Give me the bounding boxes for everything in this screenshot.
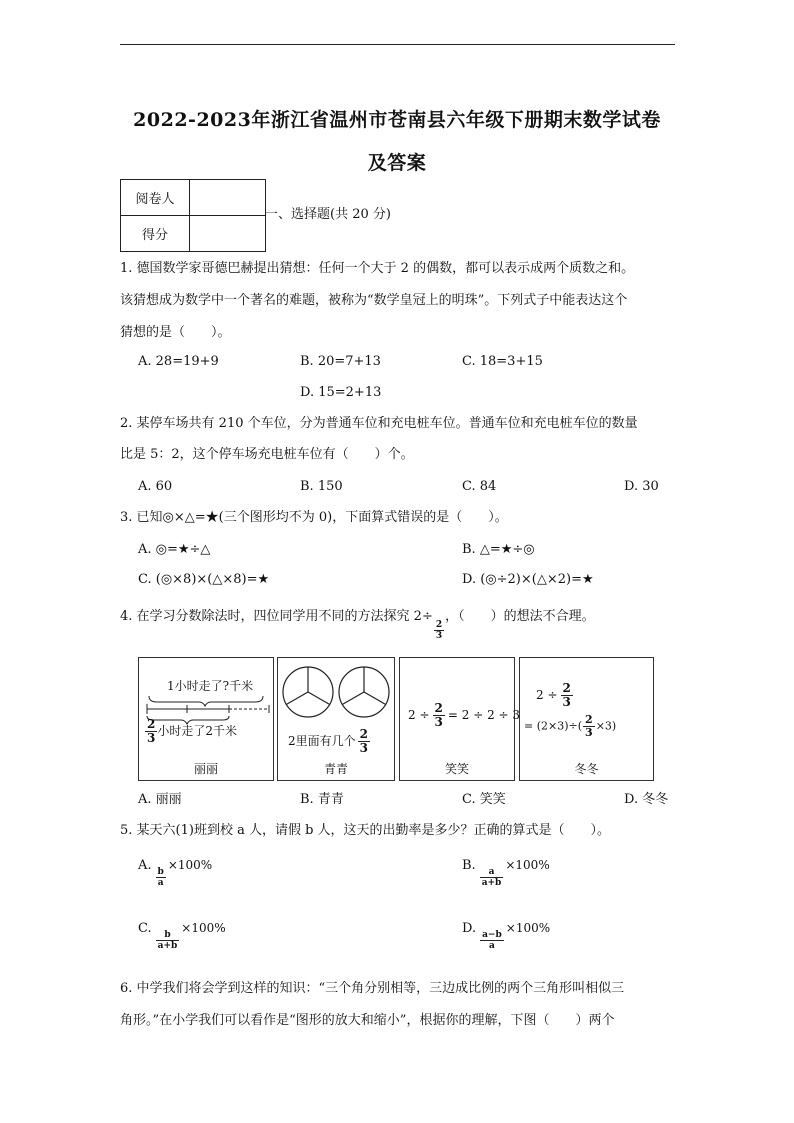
q5-c-label: C. xyxy=(138,921,152,936)
q1-option-c: C. 18=3+15 xyxy=(462,354,543,369)
reviewer-value xyxy=(190,180,266,216)
q4-option-a: A. 丽丽 xyxy=(138,792,182,807)
q5-d-label: D. xyxy=(462,921,477,936)
p2-question xyxy=(288,728,370,755)
reviewer-label: 阅卷人 xyxy=(121,180,190,216)
p2-fraction xyxy=(358,728,370,755)
q5-d-num: a−b xyxy=(482,930,502,940)
q2-option-b: B. 150 xyxy=(300,479,343,494)
q3-line1: 3. 已知◎×△=★(三个图形均不为 0)，下面算式错误的是（ ）。 xyxy=(120,510,508,525)
p3-fraction xyxy=(433,702,445,729)
p4-line2-end: ×3) xyxy=(595,719,617,733)
p2-frac-den: 3 xyxy=(359,741,368,755)
q5-c-fraction xyxy=(156,930,180,951)
q5-line1: 5. 某天六(1)班到校 a 人，请假 b 人，这天的出勤率是多少？正确的算式是（ ）。 xyxy=(120,823,611,838)
q4-line xyxy=(120,606,595,641)
q5-c-num: b xyxy=(156,930,180,941)
q4-text-before: 4. 在学习分数除法时，四位同学用不同的方法探究 2÷ xyxy=(120,609,433,624)
q4-panel-xiaoxiao xyxy=(399,657,521,781)
p2-label: 2里面有几个 xyxy=(288,734,356,748)
q4-text-after: ，（ ）的想法不合理。 xyxy=(445,609,595,624)
score-value xyxy=(190,216,266,252)
q6-line2: 角形。”在小学我们可以看作是“图形的放大和缩小”，根据你的理解，下图（ ）两个 xyxy=(120,1013,615,1028)
p4-line2-start: = (2×3)÷( xyxy=(524,719,583,733)
p3-frac-den: 3 xyxy=(434,715,443,729)
q1-option-b: B. 20=7+13 xyxy=(300,354,381,369)
q5-d-fraction xyxy=(480,930,504,951)
q4-panel-qingqing xyxy=(277,657,395,781)
q3-option-d: D. (◎÷2)×(△×2)=★ xyxy=(462,572,594,587)
p1-fraction xyxy=(145,718,157,745)
q4-frac-num: 2 xyxy=(435,620,443,630)
q5-option-b xyxy=(462,855,550,888)
q1-line3: 猜想的是（ ）。 xyxy=(120,325,231,340)
q4-panel-dongdong xyxy=(519,657,654,781)
p4-frac2-den: 3 xyxy=(585,726,593,739)
q1-option-a: A. 28=19+9 xyxy=(138,354,219,369)
q5-a-label: A. xyxy=(138,858,152,873)
q3-option-b: B. △=★÷◎ xyxy=(462,542,535,557)
p4-frac-den: 3 xyxy=(562,695,571,709)
p4-line2 xyxy=(524,714,616,739)
q5-a-fraction xyxy=(156,867,166,888)
header-rule xyxy=(120,44,675,45)
q5-option-c xyxy=(138,918,226,951)
p4-fraction2 xyxy=(583,714,595,739)
q5-d-suffix: ×100% xyxy=(505,921,551,935)
p4-line1 xyxy=(536,682,573,709)
q5-c-suffix: ×100% xyxy=(181,921,226,935)
q5-option-d xyxy=(462,918,551,951)
p3-expression xyxy=(408,702,520,729)
q2-option-d: D. 30 xyxy=(624,479,659,494)
q4-panel-lili xyxy=(138,657,274,781)
q2-option-a: A. 60 xyxy=(138,479,173,494)
q1-line1: 1. 德国数学家哥德巴赫提出猜想：任何一个大于 2 的偶数，都可以表示成两个质数之和。 xyxy=(120,261,635,276)
q5-b-label: B. xyxy=(462,858,476,873)
q5-d-den: a xyxy=(489,941,495,951)
q4-option-b: B. 青青 xyxy=(300,792,344,807)
section-heading: 一、选择题(共 20 分) xyxy=(265,207,391,222)
page-title-line1: 2022-2023年浙江省温州市苍南县六年级下册期末数学试卷 xyxy=(133,109,661,131)
p1-bottom xyxy=(145,718,237,745)
p1-frac-den: 3 xyxy=(147,731,156,745)
q6-line1: 6. 中学我们将会学到这样的知识：“三个角分别相等，三边成比例的两个三角形叫相似三 xyxy=(120,981,625,996)
q5-a-suffix: ×100% xyxy=(167,858,213,872)
q3-option-a: A. ◎=★÷△ xyxy=(138,542,211,557)
p1-frac-num: 2 xyxy=(147,717,156,731)
p4-fraction1 xyxy=(561,682,573,709)
p3-frac-num: 2 xyxy=(434,701,443,715)
q2-line1: 2. 某停车场共有 210 个车位，分为普通车位和充电桩车位。普通车位和充电桩车位的数量 xyxy=(120,416,638,431)
q5-b-num: a xyxy=(480,867,504,878)
q5-b-fraction xyxy=(480,867,504,888)
q1-option-d: D. 15=2+13 xyxy=(300,385,382,400)
p1-top-label: 1小时走了?千米 xyxy=(167,679,254,693)
q2-line2: 比是 5：2，这个停车场充电桩车位有（ ）个。 xyxy=(120,447,414,462)
p3-caption: 笑笑 xyxy=(444,762,469,776)
q5-c-den: a+b xyxy=(157,941,178,951)
p1-caption: 丽丽 xyxy=(193,762,218,776)
q5-b-den: a+b xyxy=(481,878,502,888)
q5-option-a xyxy=(138,855,213,888)
p4-frac2-num: 2 xyxy=(585,713,593,726)
score-label: 得分 xyxy=(121,216,190,252)
q5-a-num: b xyxy=(157,867,164,877)
p4-caption: 冬冬 xyxy=(574,762,599,776)
q2-option-c: C. 84 xyxy=(462,479,497,494)
p2-frac-num: 2 xyxy=(359,727,368,741)
q4-option-c: C. 笑笑 xyxy=(462,792,506,807)
q5-a-den: a xyxy=(157,878,164,888)
p4-line1-text: 2 ÷ xyxy=(536,688,558,702)
p1-bottom-label: 小时走了2千米 xyxy=(157,724,237,738)
q4-option-d: D. 冬冬 xyxy=(624,792,669,807)
q3-option-c: C. (◎×8)×(△×8)=★ xyxy=(138,572,270,587)
page-title-line2: 及答案 xyxy=(367,152,427,174)
p3-expr: 2 ÷ xyxy=(408,708,430,722)
p3-expr-rest: = 2 ÷ 2 ÷ 3 xyxy=(447,708,521,722)
q4-fraction xyxy=(434,620,444,641)
q5-b-suffix: ×100% xyxy=(505,858,550,872)
p4-frac-num: 2 xyxy=(562,681,571,695)
q4-frac-den: 3 xyxy=(435,631,443,641)
p2-caption: 青青 xyxy=(323,762,348,776)
q1-line2: 该猜想成为数学中一个著名的难题，被称为“数学皇冠上的明珠”。下列式子中能表达这个 xyxy=(120,293,628,308)
score-table xyxy=(120,179,266,252)
